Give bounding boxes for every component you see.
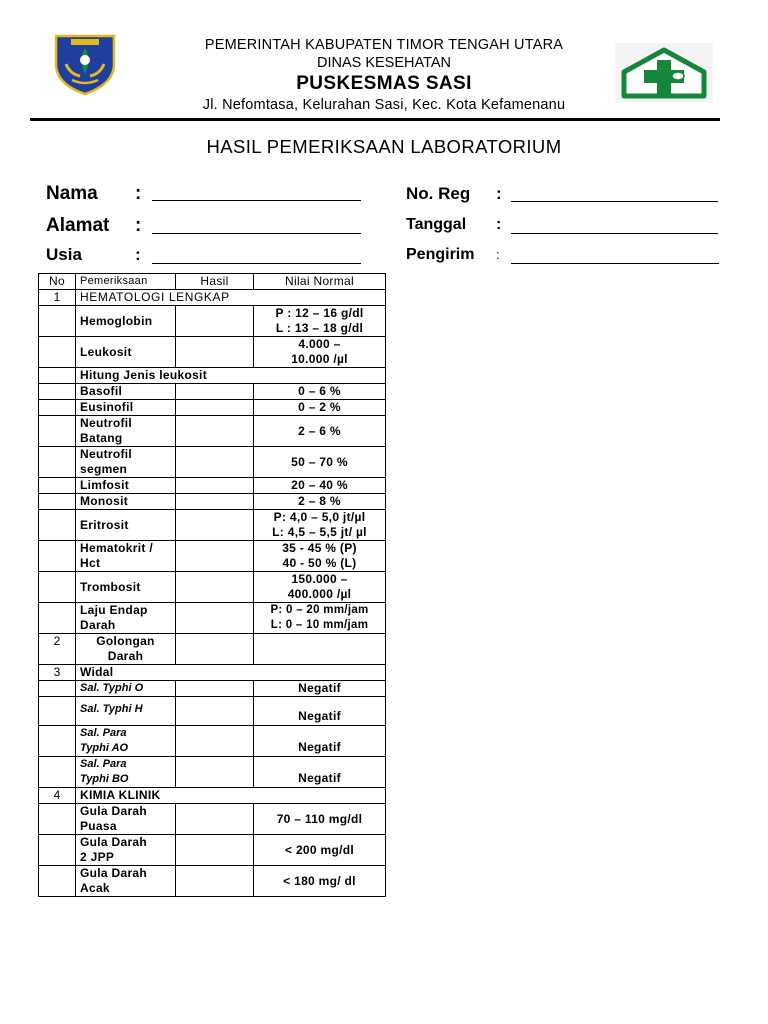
result-cell[interactable] — [176, 541, 254, 572]
exam-name: Limfosit — [76, 478, 176, 494]
table-row — [39, 572, 386, 603]
exam-name: Eusinofil — [76, 400, 176, 416]
normal-value: Negatif — [254, 726, 386, 757]
puskesmas-cross-icon — [614, 42, 714, 104]
regency-coat-of-arms-icon — [52, 30, 118, 96]
label-nama: Nama — [46, 183, 98, 204]
label-noreg: No. Reg — [406, 184, 471, 203]
field-line-tanggal[interactable] — [511, 233, 718, 234]
field-line-alamat[interactable] — [152, 233, 361, 234]
result-cell[interactable] — [176, 757, 254, 788]
table-row — [39, 478, 386, 494]
section-hematologi: HEMATOLOGI LENGKAP — [76, 290, 386, 306]
colon: : — [496, 216, 502, 233]
letterhead-government: PEMERINTAH KABUPATEN TIMOR TENGAH UTARA — [204, 37, 564, 53]
normal-value: 4.000 – 10.000 /µl — [254, 337, 386, 368]
result-cell[interactable] — [176, 866, 254, 897]
result-cell[interactable] — [176, 572, 254, 603]
table-row — [39, 697, 386, 726]
field-line-pengirim[interactable] — [511, 263, 719, 264]
row-number: 2 — [39, 634, 76, 665]
section-widal: Widal — [76, 665, 386, 681]
normal-value: 50 – 70 % — [254, 447, 386, 478]
table-row — [39, 726, 386, 757]
normal-value-empty — [254, 634, 386, 665]
table-row — [39, 416, 386, 447]
table-row — [39, 603, 386, 634]
exam-name: Gula Darah Puasa — [76, 804, 176, 835]
normal-value: Negatif — [254, 697, 386, 726]
label-tanggal: Tanggal — [406, 216, 467, 233]
table-row — [39, 290, 386, 306]
normal-value: 0 – 6 % — [254, 384, 386, 400]
letterhead-facility: PUSKESMAS SASI — [296, 73, 472, 94]
table-row — [39, 541, 386, 572]
exam-name: Sal. Typhi O — [76, 681, 176, 697]
normal-value: P: 4,0 – 5,0 jt/µl L: 4,5 – 5,5 jt/ µl — [254, 510, 386, 541]
colon: : — [496, 184, 502, 203]
table-row — [39, 510, 386, 541]
normal-value: 150.000 – 400.000 /µl — [254, 572, 386, 603]
result-cell[interactable] — [176, 337, 254, 368]
table-row — [39, 757, 386, 788]
result-cell[interactable] — [176, 478, 254, 494]
letterhead-department: DINAS KESEHATAN — [316, 55, 452, 71]
exam-name: Hemoglobin — [76, 306, 176, 337]
normal-value: P: 0 – 20 mm/jam L: 0 – 10 mm/jam — [254, 603, 386, 634]
table-header-row — [39, 274, 386, 290]
label-usia: Usia — [46, 245, 82, 264]
result-cell[interactable] — [176, 416, 254, 447]
subsection-hitung-jenis: Hitung Jenis leukosit — [76, 368, 386, 384]
result-cell[interactable] — [176, 384, 254, 400]
label-pengirim: Pengirim — [406, 246, 475, 263]
letterhead-rule — [30, 118, 720, 121]
exam-name: Gula Darah Acak — [76, 866, 176, 897]
normal-value: Negatif — [254, 757, 386, 788]
colon: : — [135, 215, 142, 236]
exam-name: Trombosit — [76, 572, 176, 603]
letterhead-address: Jl. Nefomtasa, Kelurahan Sasi, Kec. Kota Kefamenanu — [202, 97, 566, 113]
exam-name: Eritrosit — [76, 510, 176, 541]
table-row — [39, 447, 386, 478]
result-cell[interactable] — [176, 447, 254, 478]
header-no: No — [39, 274, 76, 290]
field-line-usia[interactable] — [152, 263, 361, 264]
result-cell[interactable] — [176, 681, 254, 697]
exam-name: Sal. Para Typhi AO — [76, 726, 176, 757]
exam-name: Monosit — [76, 494, 176, 510]
header-normal: Nilai Normal — [254, 274, 386, 290]
field-line-noreg[interactable] — [511, 201, 718, 202]
exam-name: Gula Darah 2 JPP — [76, 835, 176, 866]
result-cell[interactable] — [176, 726, 254, 757]
table-row — [39, 788, 386, 804]
result-cell[interactable] — [176, 306, 254, 337]
table-row — [39, 804, 386, 835]
exam-name: Hematokrit / Hct — [76, 541, 176, 572]
exam-name: Basofil — [76, 384, 176, 400]
result-cell[interactable] — [176, 804, 254, 835]
colon: : — [135, 183, 142, 204]
document-title: HASIL PEMERIKSAAN LABORATORIUM — [206, 136, 562, 157]
table-row — [39, 665, 386, 681]
table-row — [39, 400, 386, 416]
table-row — [39, 681, 386, 697]
exam-name: Sal. Para Typhi BO — [76, 757, 176, 788]
normal-value: 20 – 40 % — [254, 478, 386, 494]
result-cell[interactable] — [176, 494, 254, 510]
field-line-nama[interactable] — [152, 200, 361, 201]
row-number: 3 — [39, 665, 76, 681]
table-row — [39, 368, 386, 384]
normal-value: 70 – 110 mg/dl — [254, 804, 386, 835]
normal-value: 0 – 2 % — [254, 400, 386, 416]
lab-results-table — [38, 273, 386, 897]
exam-name: Laju Endap Darah — [76, 603, 176, 634]
table-row — [39, 337, 386, 368]
result-cell[interactable] — [176, 835, 254, 866]
normal-value: Negatif — [254, 681, 386, 697]
exam-name: Neutrofil Batang — [76, 416, 176, 447]
row-number: 4 — [39, 788, 76, 804]
colon: : — [496, 247, 500, 262]
table-row — [39, 494, 386, 510]
normal-value: 2 – 6 % — [254, 416, 386, 447]
result-cell[interactable] — [176, 634, 254, 665]
header-result: Hasil — [176, 274, 254, 290]
header-exam: Pemeriksaan — [76, 274, 176, 290]
normal-value: 35 - 45 % (P) 40 - 50 % (L) — [254, 541, 386, 572]
result-cell[interactable] — [176, 510, 254, 541]
result-cell[interactable] — [176, 697, 254, 726]
normal-value: 2 – 8 % — [254, 494, 386, 510]
table-row — [39, 866, 386, 897]
colon: : — [135, 245, 141, 264]
exam-name: Golongan Darah — [76, 634, 176, 665]
normal-value: P : 12 – 16 g/dl L : 13 – 18 g/dl — [254, 306, 386, 337]
exam-name: Sal. Typhi H — [76, 697, 176, 726]
result-cell[interactable] — [176, 603, 254, 634]
table-row — [39, 634, 386, 665]
exam-name: Neutrofil segmen — [76, 447, 176, 478]
table-row — [39, 306, 386, 337]
table-row — [39, 835, 386, 866]
row-number: 1 — [39, 290, 76, 306]
table-row — [39, 384, 386, 400]
normal-value: < 180 mg/ dl — [254, 866, 386, 897]
result-cell[interactable] — [176, 400, 254, 416]
section-kimia-klinik: KIMIA KLINIK — [76, 788, 386, 804]
label-alamat: Alamat — [46, 215, 110, 236]
normal-value: < 200 mg/dl — [254, 835, 386, 866]
exam-name: Leukosit — [76, 337, 176, 368]
